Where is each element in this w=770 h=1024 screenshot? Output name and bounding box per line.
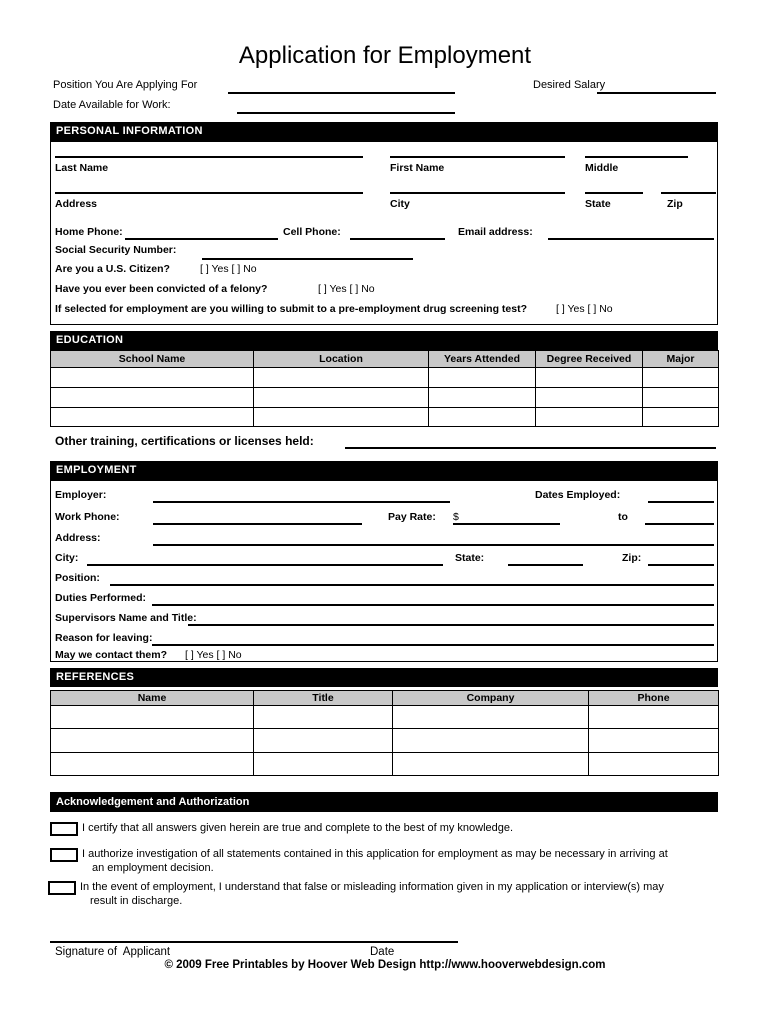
supervisor-input-line[interactable] [188, 624, 714, 626]
education-cell[interactable] [429, 368, 536, 388]
education-header-years: Years Attended [429, 351, 536, 368]
education-cell[interactable] [429, 388, 536, 408]
felony-yes-no-checkboxes[interactable]: [ ] Yes [ ] No [318, 283, 375, 295]
education-header-school: School Name [51, 351, 254, 368]
city-input-line[interactable] [390, 192, 565, 194]
signature-date-label: Date [370, 946, 395, 958]
references-cell[interactable] [589, 729, 719, 753]
ssn-input-line[interactable] [202, 258, 413, 260]
education-cell[interactable] [51, 388, 254, 408]
education-cell[interactable] [51, 408, 254, 427]
certify-checkbox[interactable] [50, 822, 78, 836]
date-available-label: Date Available for Work: [53, 99, 171, 111]
discharge-statement-line1: In the event of employment, I understand that false or misleading information given in my application or interview(s) may [80, 881, 664, 893]
address-input-line[interactable] [55, 192, 363, 194]
dates-employed-to-label: to [618, 511, 628, 523]
education-cell[interactable] [536, 368, 643, 388]
reason-leaving-label: Reason for leaving: [55, 632, 153, 644]
references-cell[interactable] [254, 706, 393, 729]
email-label: Email address: [458, 226, 533, 238]
us-citizen-yes-no-checkboxes[interactable]: [ ] Yes [ ] No [200, 263, 257, 275]
references-cell[interactable] [254, 729, 393, 753]
signature-label: Signature of Applicant [55, 946, 171, 958]
education-header-degree: Degree Received [536, 351, 643, 368]
employment-city-input-line[interactable] [87, 564, 443, 566]
cell-phone-input-line[interactable] [350, 238, 445, 240]
references-header-name: Name [51, 691, 254, 706]
work-phone-label: Work Phone: [55, 511, 120, 523]
employment-state-input-line[interactable] [508, 564, 583, 566]
references-header-title: Title [254, 691, 393, 706]
home-phone-label: Home Phone: [55, 226, 123, 238]
first-name-label: First Name [390, 162, 445, 174]
references-header-company: Company [393, 691, 589, 706]
address-label: Address [55, 198, 98, 210]
dates-employed-label: Dates Employed: [535, 489, 621, 501]
education-cell[interactable] [643, 368, 719, 388]
education-cell[interactable] [254, 408, 429, 427]
drug-screening-yes-no-checkboxes[interactable]: [ ] Yes [ ] No [556, 303, 613, 315]
education-header-major: Major [643, 351, 719, 368]
dates-employed-to-input-line[interactable] [645, 523, 714, 525]
discharge-checkbox[interactable] [48, 881, 76, 895]
references-cell[interactable] [51, 706, 254, 729]
education-cell[interactable] [254, 388, 429, 408]
employer-input-line[interactable] [153, 501, 450, 503]
education-cell[interactable] [51, 368, 254, 388]
employment-section-header: EMPLOYMENT [50, 461, 718, 480]
references-cell[interactable] [393, 729, 589, 753]
zip-input-line[interactable] [661, 192, 716, 194]
position-label: Position: [55, 572, 100, 584]
employment-zip-input-line[interactable] [648, 564, 714, 566]
references-cell[interactable] [254, 753, 393, 776]
duties-input-line[interactable] [152, 604, 714, 606]
references-section-header: REFERENCES [50, 668, 718, 687]
employment-state-label: State: [455, 552, 485, 564]
felony-question: Have you ever been convicted of a felony? [55, 283, 268, 295]
contact-question: May we contact them? [55, 649, 168, 661]
copyright-text: © 2009 Free Printables by Hoover Web Design http://www.hooverwebdesign.com [164, 959, 606, 971]
discharge-statement-line2: result in discharge. [90, 895, 183, 907]
employment-address-input-line[interactable] [153, 544, 714, 546]
employment-address-label: Address: [55, 532, 101, 544]
certify-statement: I certify that all answers given herein are true and complete to the best of my knowledge. [82, 822, 514, 834]
drug-screening-question: If selected for employment are you willing to submit to a pre-employment drug screening test? [55, 303, 527, 315]
references-cell[interactable] [589, 706, 719, 729]
desired-salary-input-line[interactable] [597, 92, 716, 94]
last-name-label: Last Name [55, 162, 109, 174]
other-training-label: Other training, certifications or licenses held: [55, 434, 314, 448]
education-cell[interactable] [643, 408, 719, 427]
education-cell[interactable] [536, 408, 643, 427]
education-cell[interactable] [429, 408, 536, 427]
references-cell[interactable] [393, 753, 589, 776]
zip-label: Zip [667, 198, 683, 210]
home-phone-input-line[interactable] [125, 238, 278, 240]
authorize-statement-line2: an employment decision. [92, 862, 214, 874]
position-input-line[interactable] [110, 584, 714, 586]
page-title: Application for Employment [238, 42, 532, 69]
contact-yes-no-checkboxes[interactable]: [ ] Yes [ ] No [185, 649, 242, 661]
references-cell[interactable] [51, 753, 254, 776]
references-cell[interactable] [51, 729, 254, 753]
education-header-location: Location [254, 351, 429, 368]
personal-info-section-header: PERSONAL INFORMATION [50, 122, 718, 141]
references-header-phone: Phone [589, 691, 719, 706]
signature-input-line[interactable] [50, 941, 458, 943]
state-label: State [585, 198, 611, 210]
middle-name-input-line[interactable] [585, 156, 688, 158]
state-input-line[interactable] [585, 192, 643, 194]
education-cell[interactable] [643, 388, 719, 408]
education-table [50, 350, 719, 427]
desired-salary-label: Desired Salary [533, 79, 606, 91]
employment-city-label: City: [55, 552, 79, 564]
education-cell[interactable] [536, 388, 643, 408]
authorize-checkbox[interactable] [50, 848, 78, 862]
dates-employed-from-input-line[interactable] [648, 501, 714, 503]
ssn-label: Social Security Number: [55, 244, 177, 256]
other-training-input-line[interactable] [345, 447, 716, 449]
education-cell[interactable] [254, 368, 429, 388]
email-input-line[interactable] [548, 238, 714, 240]
references-cell[interactable] [393, 706, 589, 729]
us-citizen-question: Are you a U.S. Citizen? [55, 263, 170, 275]
city-label: City [390, 198, 410, 210]
employment-zip-label: Zip: [622, 552, 642, 564]
acknowledgement-section-header: Acknowledgement and Authorization [50, 792, 718, 812]
middle-name-label: Middle [585, 162, 619, 174]
references-table [50, 690, 719, 776]
position-applying-label: Position You Are Applying For [53, 79, 198, 91]
dollar-sign: $ [453, 511, 459, 523]
pay-rate-input-line[interactable] [453, 523, 560, 525]
employer-label: Employer: [55, 489, 107, 501]
work-phone-input-line[interactable] [153, 523, 362, 525]
supervisor-label: Supervisors Name and Title: [55, 612, 197, 624]
reason-leaving-input-line[interactable] [152, 644, 714, 646]
pay-rate-label: Pay Rate: [388, 511, 436, 523]
position-applying-input-line[interactable] [228, 92, 455, 94]
education-section-header: EDUCATION [50, 331, 718, 350]
date-available-input-line[interactable] [237, 112, 455, 114]
authorize-statement-line1: I authorize investigation of all statements contained in this application for employment as may be necessary in arriving at [82, 848, 668, 860]
last-name-input-line[interactable] [55, 156, 363, 158]
references-cell[interactable] [589, 753, 719, 776]
duties-label: Duties Performed: [55, 592, 147, 604]
cell-phone-label: Cell Phone: [283, 226, 341, 238]
first-name-input-line[interactable] [390, 156, 565, 158]
